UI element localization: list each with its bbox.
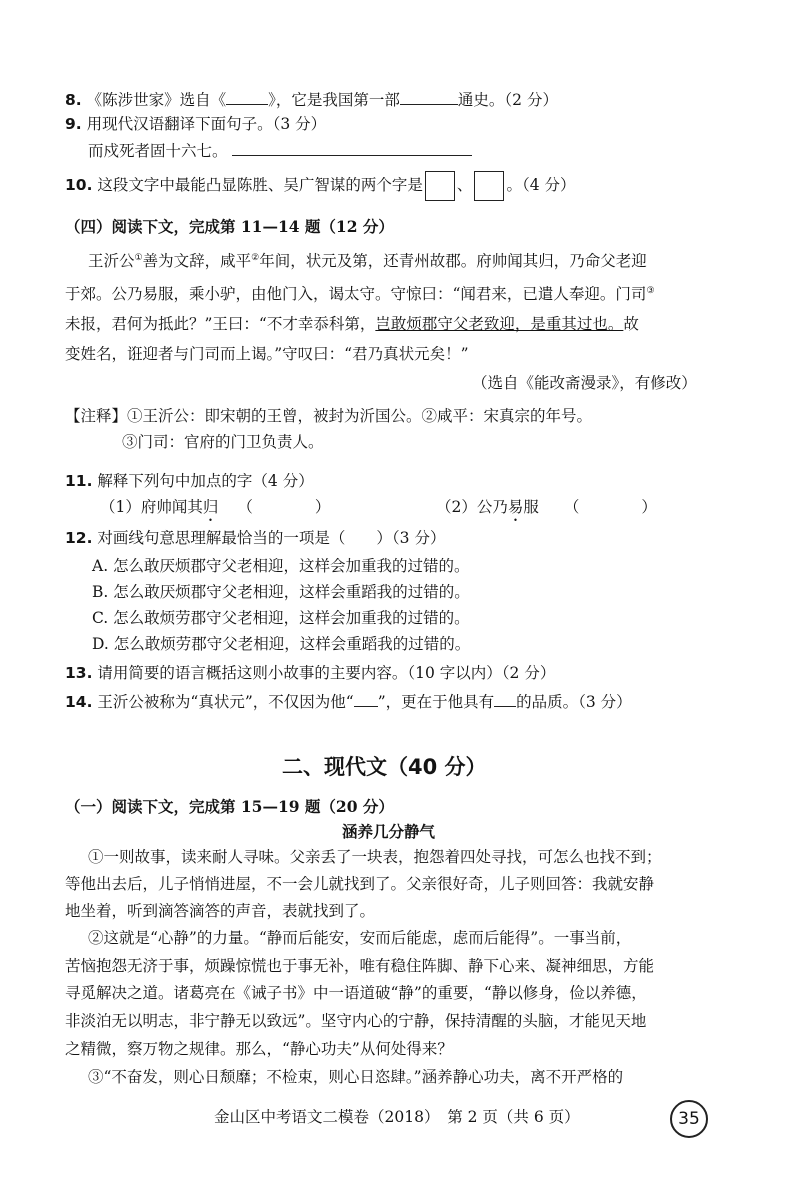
question-number: 10. <box>65 176 93 194</box>
score-text: 。（4 分） <box>506 176 576 194</box>
dotted-char: 归 <box>202 498 219 516</box>
answer-box[interactable] <box>474 171 504 201</box>
question-14 <box>65 690 632 713</box>
note-marker: ② <box>251 253 260 263</box>
note-marker: ③ <box>646 286 655 296</box>
question-text: 通史。（2 分） <box>457 91 558 109</box>
article-line: ②这就是“心静”的力量。“静而后能安，安而后能虑，虑而后能得”。一事当前， <box>88 929 632 947</box>
question-9-sentence <box>88 139 472 162</box>
question-text: 的品质。（3 分） <box>516 693 632 711</box>
answer-blank[interactable] <box>232 139 472 156</box>
passage-text: 善为文辞，咸平 <box>142 252 252 271</box>
passage-line: 变姓名，诳迎者与门司而上谒。”守叹曰：“君乃真状元矣！” <box>65 345 469 363</box>
answer-box[interactable] <box>425 171 455 201</box>
passage-line <box>65 313 639 335</box>
item-text: （1）府帅闻其 <box>100 498 203 516</box>
passage-text: 于郊。公乃易服，乘小驴，由他门入，谒太守。守惊曰：“闻君来，已遣人奉迎。门司 <box>65 285 647 304</box>
article-line: ③“不奋发，则心日颓靡；不检束，则心日恣肆。”涵养静心功夫，离不开严格的 <box>88 1068 624 1086</box>
question-text: ”，更在于他具有 <box>377 693 495 711</box>
question-text: 解释下列句中加点的字（4 分） <box>97 472 314 490</box>
dotted-char: 易 <box>507 498 524 516</box>
passage-line <box>65 280 655 305</box>
question-number: 13. <box>65 664 93 682</box>
answer-blank[interactable] <box>400 88 458 105</box>
annotation-line: ③门司：官府的门卫负责人。 <box>122 433 324 451</box>
answer-blank[interactable] <box>226 88 268 105</box>
question-11-item-2 <box>436 496 657 525</box>
question-text: 用现代汉语翻译下面句子。（3 分） <box>86 115 327 133</box>
question-text: 这段文字中最能凸显陈胜、吴广智谋的两个字是 <box>97 176 423 194</box>
question-number: 14. <box>65 693 93 711</box>
item-text: （2）公乃 <box>436 498 508 516</box>
item-text: 服 <box>523 498 539 516</box>
option-c[interactable]: C. 怎么敢烦劳郡守父老相迎，这样会加重我的过错的。 <box>92 609 470 627</box>
passage-text: 年间，状元及第，还青州故郡。府帅闻其归，乃命父老迎 <box>259 252 647 271</box>
question-13 <box>65 662 555 684</box>
underlined-sentence: 岂敢烦郡守父老致迎，是重其过也。 <box>375 315 624 333</box>
question-number: 9. <box>65 115 82 133</box>
article-line: 非淡泊无以明志，非宁静无以致远”。坚守内心的宁静，保持清醒的头脑，才能见天地 <box>65 1012 647 1030</box>
article-line: 地坐着，听到滴答滴答的声音，表就找到了。 <box>65 902 376 920</box>
article-line: 之精微，察万物之规律。那么，“静心功夫”从何处得来？ <box>65 1040 453 1058</box>
article-line: 苦恼抱怨无济于事，烦躁惊慌也于事无补，唯有稳住阵脚、静下心来、凝神细思，方能 <box>65 957 655 975</box>
separator: 、 <box>456 176 473 194</box>
option-d[interactable]: D. 怎么敢烦劳郡守父老相迎，这样会重蹈我的过错的。 <box>92 635 471 653</box>
option-a[interactable]: A. 怎么敢厌烦郡守父老相迎，这样会加重我的过错的。 <box>92 557 470 575</box>
article-title: 涵养几分静气 <box>342 822 436 841</box>
passage-text: 未报，君何为抵此？”王曰：“不才幸忝科第， <box>65 315 376 333</box>
section-1-heading: （一）阅读下文，完成第 15—19 题（20 分） <box>65 797 394 816</box>
answer-parens[interactable]: （ ） <box>237 498 331 516</box>
answer-parens[interactable]: （ ） <box>563 498 657 516</box>
passage-text: 故 <box>623 315 639 333</box>
question-text: 王沂公被称为“真状元”，不仅因为他“ <box>97 693 354 711</box>
question-10 <box>65 171 575 201</box>
question-text: 请用简要的语言概括这则小故事的主要内容。（10 字以内）（2 分） <box>97 664 556 682</box>
article-line: 寻觅解决之道。诸葛亮在《诫子书》中一语道破“静”的重要，“静以修身，俭以养德， <box>65 984 647 1002</box>
page-footer: 金山区中考语文二模卷（2018） 第 2 页（共 6 页） <box>214 1108 580 1126</box>
question-number: 11. <box>65 472 93 490</box>
answer-blank[interactable] <box>354 690 378 707</box>
article-line: ①一则故事，读来耐人寻味。父亲丢了一块表，抱怨着四处寻找，可怎么也找不到； <box>88 848 662 866</box>
question-12 <box>65 527 445 549</box>
question-text: 《陈涉世家》选自《 <box>86 91 227 109</box>
question-11 <box>65 470 314 492</box>
annotation-line: 【注释】①王沂公：即宋朝的王曾，被封为沂国公。②咸平：宋真宗的年号。 <box>65 407 593 425</box>
article-line: 等他出去后，儿子悄悄进屋，不一会儿就找到了。父亲很好奇，儿子则回答：我就安静 <box>65 875 655 893</box>
section-4-heading: （四）阅读下文，完成第 11—14 题（12 分） <box>65 217 394 236</box>
passage-text: 王沂公 <box>88 252 135 271</box>
passage-source: （选自《能改斋漫录》，有修改） <box>472 374 697 392</box>
page-number-badge: 35 <box>670 1100 708 1138</box>
question-number: 8. <box>65 91 82 109</box>
note-marker: ① <box>134 253 143 263</box>
question-text: 》，它是我国第一部 <box>268 91 400 109</box>
question-11-item-1 <box>100 496 330 525</box>
question-9 <box>65 113 326 135</box>
classical-sentence: 而戍死者固十六七。 <box>88 142 228 160</box>
part-2-title: 二、现代文（40 分） <box>282 755 487 779</box>
option-b[interactable]: B. 怎么敢厌烦郡守父老相迎，这样会重蹈我的过错的。 <box>92 583 470 601</box>
question-8 <box>65 88 558 111</box>
answer-blank[interactable] <box>494 690 516 707</box>
passage-line <box>88 247 647 272</box>
question-text: 对画线句意思理解最恰当的一项是（ ）（3 分） <box>97 529 446 547</box>
question-number: 12. <box>65 529 93 547</box>
